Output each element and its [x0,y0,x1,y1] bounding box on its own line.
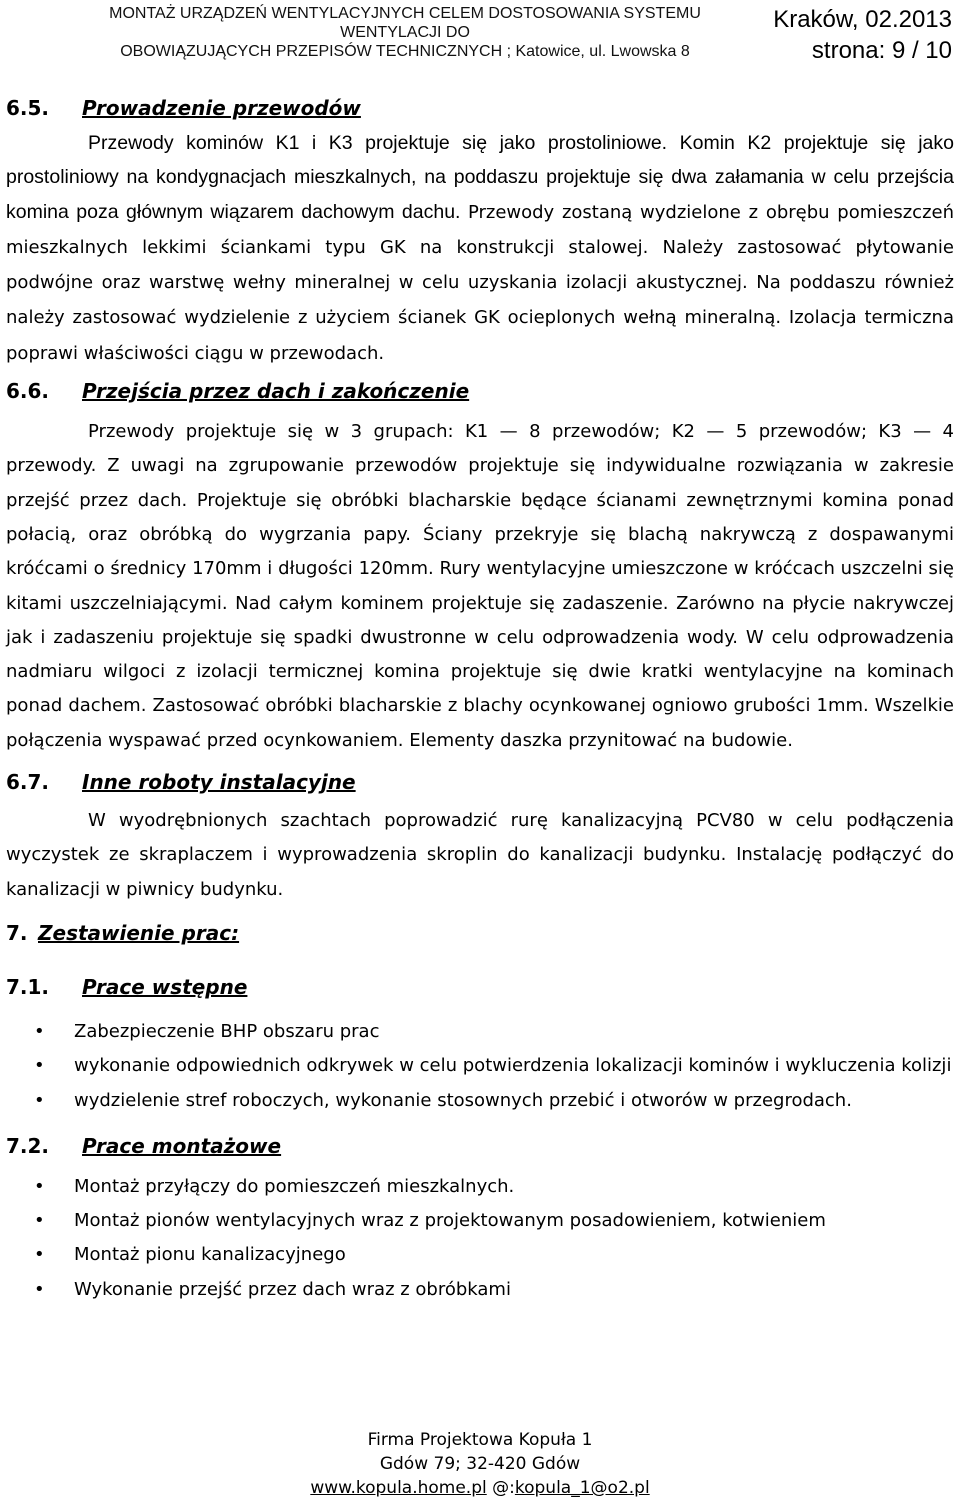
contact-line [0,1476,960,1500]
company-address: Gdów 79; 32-420 Gdów [379,1454,581,1474]
page-header [0,0,960,70]
work-list-prep [6,1015,954,1118]
website-link[interactable]: www.kopula.home.pl [310,1478,487,1498]
section-title: Inne roboty instalacyjne [82,770,356,795]
title-line-1: MONTAŻ URZĄDZEŃ WENTYLACYJNYCH CELEM DOSTOSOWANIA SYSTEMU WENTYLACJI DO [109,5,701,41]
page-number: strona: 9 / 10 [811,37,952,64]
section-title: Prace montażowe [82,1133,282,1158]
work-list-assembly [6,1170,954,1307]
document-date: Kraków, 02.2013 [773,6,952,33]
section-heading-7 [6,915,954,951]
list-item: • Montaż pionu kanalizacyjnego [6,1238,954,1272]
section-title: Prowadzenie przewodów [82,96,361,120]
list-item: • wykonanie odpowiednich odkrywek w celu potwierdzenia lokalizacji kominów i wykluczenia kolizji [6,1049,954,1083]
section-heading-6-5 [6,90,954,126]
paragraph-text: Przewody kominów K1 i K3 projektuje się jako prostoliniowe. Komin K2 projektuje się jako prostoliniowy na kondygnacjach mieszkalnych, na poddaszu projektuje się dwa załamania w celu przejścia komina poza głównym wiązarem dachowym dachu. [6,132,954,223]
paragraph: W wyodrębnionych szachtach poprowadzić rurę kanalizacyjną PCV80 w celu podłączenia wyczystek ze skraplaczem i wyprowadzenia skroplin do kanalizacji budynku. Instalację podłączyć do kanalizacji w piwnicy budynku. [6,810,954,900]
list-item: • Zabezpieczenie BHP obszaru prac [6,1015,954,1049]
section-heading-6-6 [6,373,954,409]
section-heading-7-1 [6,969,954,1005]
list-item: • Wykonanie przejść przez dach wraz z obróbkami [6,1273,954,1307]
section-title: Prace wstępne [82,974,248,999]
section-heading-7-2 [6,1128,954,1164]
paragraph [6,126,954,371]
title-line-2: OBOWIĄZUJĄCYCH PRZEPISÓW TECHNICZNYCH ; Katowice, ul. Lwowska 8 [120,43,690,60]
company-name: Firma Projektowa Kopuła 1 [367,1430,593,1450]
header-meta [773,4,952,66]
section-number: 7. [6,920,28,945]
section-number: 7.1. [6,974,50,999]
paragraph-text: Przewody zostaną wydzielone z obrębu pomieszczeń mieszkalnych lekkimi ściankami typu GK na konstrukcji stalowej. Należy zastosować płytowanie podwójne oraz warstwę wełny mineralnej w celu uzyskania izolacji akustycznej. Na poddaszu również należy zastosować wydzielenie z użyciem ścianek GK ocieplonych wełną mineralną. Izolacja termiczna poprawi właściwości ciągu w przewodach. [6,201,955,364]
page-content [6,90,954,1307]
list-item: • Montaż pionów wentylacyjnych wraz z projektowanym posadowieniem, kotwieniem [6,1204,954,1238]
section-number: 6.6. [6,379,50,404]
list-item: • wydzielenie stref roboczych, wykonanie stosownych przebić i otworów w przegrodach. [6,1084,954,1118]
paragraph: Przewody projektuje się w 3 grupach: K1 — 8 przewodów; K2 — 5 przewodów; K3 — 4 przewody. Z uwagi na zgrupowanie przewodów projektuje się indywidualne rozwiązania w zakresie przejść przez dach. Projektuje się obróbki blacharskie będące ścianami zewnętrznymi komina ponad połacią, oraz obróbką do wygrzania papy. Ściany przekryje się blachą nakrywczą z dospawanymi króćcami o średnicy 170mm i długości 120mm. Rury wentylacyjne umieszczone w króćcach uszczelni się kitami uszczelniającymi. Nad całym kominem projektuje się zadaszenie. Zarówno na płycie nakrywczej jak i zadaszeniu projektuje się spadki dwustronne w celu odprowadzenia wody. W celu odprowadzenia nadmiaru wilgoci z izolacji termicznej komina projektuje się dwie kratki wentylacyjne na kominach ponad dachem. Zastosować obróbki blacharskie z blachy ocynkowanej ogniowo grubości 1mm. Wszelkie połączenia wyspawać przed ocynkowaniem. Elementy daszka przynitować na budowie. [6,421,954,751]
section-number: 6.5. [6,96,50,120]
document-title [60,4,750,61]
list-item: • Montaż przyłączy do pomieszczeń mieszkalnych. [6,1170,954,1204]
section-number: 7.2. [6,1133,50,1158]
email-prefix: @: [492,1478,515,1498]
page-footer [0,1428,960,1500]
section-title: Zestawienie prac: [38,920,240,945]
email-link[interactable]: kopula_1@o2.pl [514,1478,650,1498]
section-number: 6.7. [6,770,50,795]
section-heading-6-7 [6,764,954,800]
section-title: Przejścia przez dach i zakończenie [82,379,470,404]
